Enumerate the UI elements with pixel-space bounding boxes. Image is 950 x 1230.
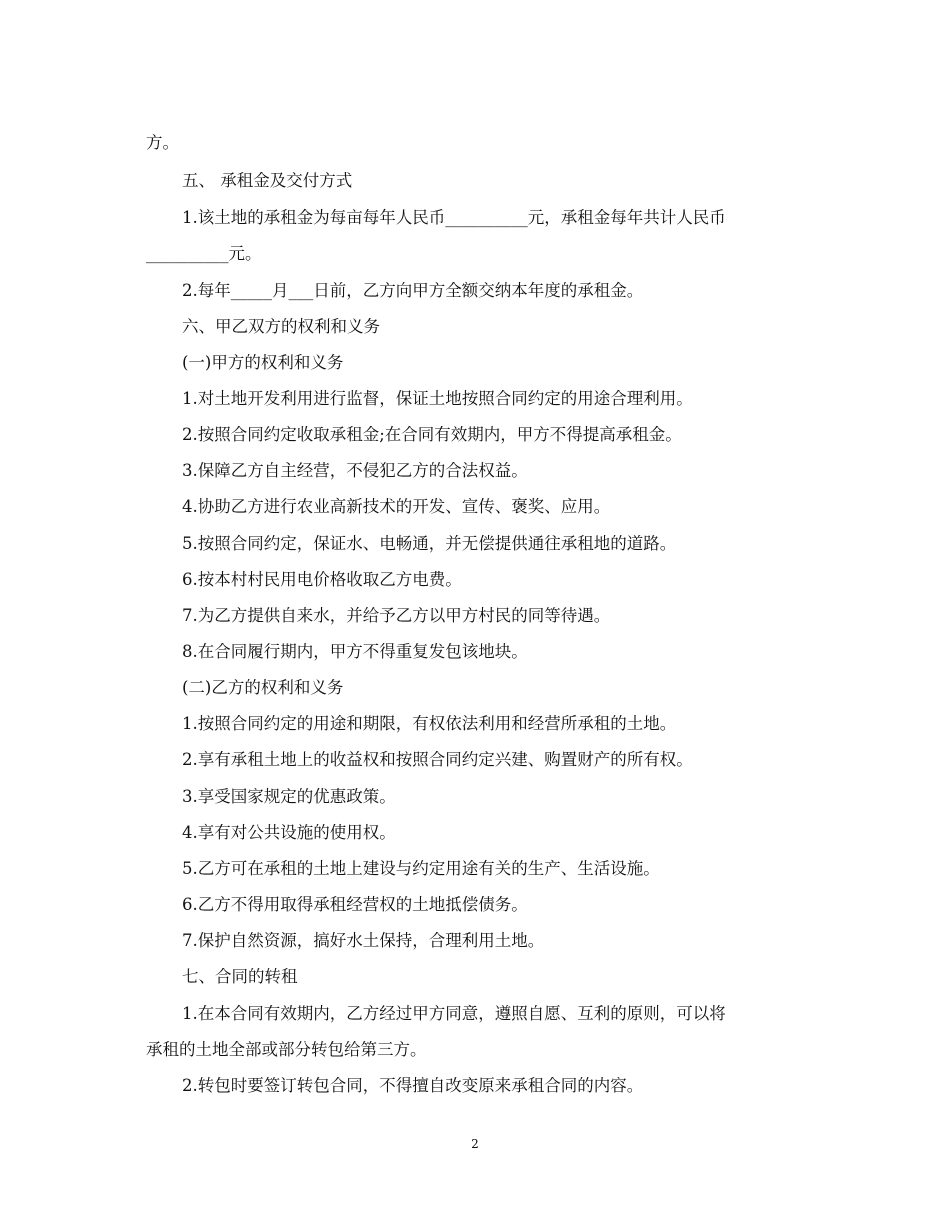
text-line: 8.在合同履行期内，甲方不得重复发包该地块。	[182, 642, 528, 661]
text-line: 5.按照合同约定，保证水、电畅通，并无偿提供通往承租地的道路。	[182, 534, 677, 553]
section-heading: 七、合同的转租	[182, 967, 298, 986]
text-line: 2.按照合同约定收取承租金;在合同有效期内，甲方不得提高承租金。	[182, 425, 682, 444]
text-line: 7.为乙方提供自来水，并给予乙方以甲方村民的同等待遇。	[182, 606, 611, 625]
text-line: 7.保护自然资源，搞好水土保持，合理利用土地。	[182, 931, 545, 950]
text-line: 方。	[146, 133, 179, 152]
text-line: 5.乙方可在承租的土地上建设与约定用途有关的生产、生活设施。	[182, 859, 660, 878]
text-line: 4.享有对公共设施的使用权。	[182, 823, 396, 842]
text-line: 2.转包时要签订转包合同，不得擅自改变原来承租合同的内容。	[182, 1076, 644, 1095]
subsection-heading: (二)乙方的权利和义务	[182, 678, 344, 697]
section-heading: 五、 承租金及交付方式	[182, 171, 353, 190]
text-line: __________元。	[146, 244, 262, 263]
text-line: 1.按照合同约定的用途和期限，有权依法利用和经营所承租的土地。	[182, 714, 677, 733]
text-line: 1.在本合同有效期内，乙方经过甲方同意，遵照自愿、互利的原则，可以将	[182, 1004, 726, 1023]
text-line: 3.享受国家规定的优惠政策。	[182, 787, 396, 806]
text-line: 2.享有承租土地上的收益权和按照合同约定兴建、购置财产的所有权。	[182, 750, 693, 769]
text-line: 4.协助乙方进行农业高新技术的开发、宣传、褒奖、应用。	[182, 497, 611, 516]
text-line: 3.保障乙方自主经营，不侵犯乙方的合法权益。	[182, 461, 528, 480]
text-line: 承租的土地全部或部分转包给第三方。	[146, 1040, 427, 1059]
page-number: 2	[471, 1137, 479, 1151]
text-line: 1.该土地的承租金为每亩每年人民币__________元，承租金每年共计人民币	[182, 208, 726, 227]
text-line: 6.按本村村民用电价格收取乙方电费。	[182, 570, 462, 589]
text-line: 1.对土地开发利用进行监督，保证土地按照合同约定的用途合理利用。	[182, 389, 693, 408]
section-heading: 六、甲乙双方的权利和义务	[182, 317, 380, 336]
text-line: 2.每年_____月___日前，乙方向甲方全额交纳本年度的承租金。	[182, 281, 644, 300]
text-line: 6.乙方不得用取得承租经营权的土地抵偿债务。	[182, 895, 528, 914]
subsection-heading: (一)甲方的权利和义务	[182, 353, 344, 372]
